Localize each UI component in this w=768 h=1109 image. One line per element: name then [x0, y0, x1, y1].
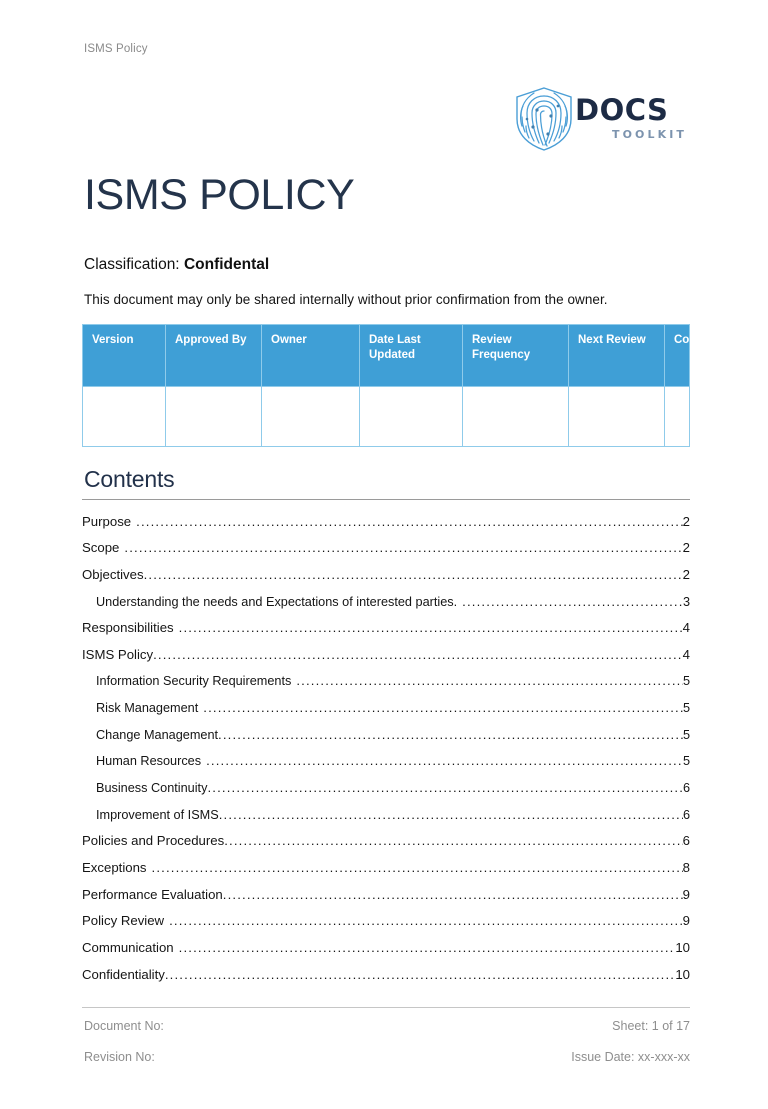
page-title: ISMS POLICY [84, 171, 355, 219]
toc-entry-page: 5 [682, 727, 690, 742]
toc-entry[interactable] [82, 852, 690, 879]
toc-entry[interactable] [82, 826, 690, 853]
classification-value: Confidental [183, 256, 270, 273]
toc-entry-page: 5 [682, 754, 690, 769]
toc-entry-label: Change Management [96, 727, 219, 742]
toc-entry-page: 2 [682, 566, 690, 582]
running-header: ISMS Policy [84, 43, 148, 55]
column-header-version: Version [83, 325, 166, 387]
toc-leader-dots [219, 807, 683, 826]
cell-date-last-updated[interactable] [360, 387, 463, 447]
toc-leader-dots [124, 540, 682, 559]
cell-comments[interactable] [665, 387, 690, 447]
toc-entry-page: 10 [675, 939, 690, 955]
document-control-table [82, 324, 734, 447]
footer-row-document [84, 1019, 690, 1050]
toc-leader-dots [165, 967, 675, 986]
toc-leader-dots [144, 567, 683, 586]
cell-version[interactable] [83, 387, 166, 447]
toc-leader-dots [169, 913, 683, 932]
toc-entry-label: Policies and Procedures [82, 833, 225, 849]
logo-secondary-text: TOOLKIT [612, 128, 688, 141]
toc-leader-dots [179, 940, 676, 959]
sheet-label: Sheet: 1 of 17 [612, 1019, 690, 1033]
cell-owner[interactable] [262, 387, 360, 447]
toc-entry-label: Performance Evaluation [82, 886, 223, 902]
toc-leader-dots [462, 594, 683, 613]
toc-entry-label: Understanding the needs and Expectations of interested parties. [96, 594, 458, 609]
cell-approved-by[interactable] [166, 387, 262, 447]
classification-label: Classification: [84, 256, 180, 273]
toc-entry[interactable] [82, 506, 690, 533]
toc-entry[interactable] [82, 772, 690, 799]
toc-entry-page: 3 [682, 594, 690, 609]
toc-entry-page: 10 [675, 966, 690, 982]
toc-entry[interactable] [82, 533, 690, 560]
toc-entry-page: 2 [682, 540, 690, 556]
toc-entry[interactable] [82, 746, 690, 773]
toc-entry-label: Communication [82, 939, 174, 955]
column-header-approved-by: Approved By [166, 325, 262, 387]
logo-wordmark [575, 93, 695, 141]
brand-logo [513, 86, 693, 152]
toc-entry-label: Business Continuity [96, 781, 208, 796]
toc-entry[interactable] [82, 666, 690, 693]
toc-entry[interactable] [82, 906, 690, 933]
toc-entry[interactable] [82, 959, 690, 986]
toc-leader-dots [207, 780, 683, 799]
column-header-next-review: Next Review [569, 325, 665, 387]
toc-leader-dots [179, 620, 683, 639]
toc-entry-page: 4 [682, 620, 690, 636]
toc-entry-label: Exceptions [82, 859, 147, 875]
toc-entry-label: Risk Management [96, 701, 199, 716]
toc-entry-page: 8 [682, 859, 690, 875]
toc-entry-page: 6 [682, 807, 690, 822]
toc-entry-label: Confidentiality [82, 966, 165, 982]
cell-review-frequency[interactable] [463, 387, 569, 447]
toc-entry-page: 4 [682, 646, 690, 662]
toc-entry-label: Purpose [82, 513, 132, 529]
document-no-label: Document No: [84, 1019, 164, 1033]
column-header-review-frequency: Review Frequency [463, 325, 569, 387]
toc-entry[interactable] [82, 692, 690, 719]
table-row [83, 387, 690, 447]
toc-leader-dots [203, 700, 683, 719]
toc-entry-page: 9 [682, 886, 690, 902]
toc-leader-dots [296, 673, 683, 692]
column-header-comments: Comments [665, 325, 690, 387]
classification-line [84, 256, 269, 274]
page-footer [84, 1019, 690, 1081]
contents-heading: Contents [84, 466, 175, 492]
toc-entry-page: 2 [682, 513, 690, 529]
toc-entry-label: Scope [82, 540, 120, 556]
toc-leader-dots [223, 887, 683, 906]
fingerprint-shield-icon [513, 86, 575, 152]
toc-entry[interactable] [82, 932, 690, 959]
toc-entry[interactable] [82, 639, 690, 666]
toc-entry-page: 6 [682, 781, 690, 796]
toc-entry[interactable] [82, 586, 690, 613]
toc-leader-dots [152, 860, 683, 879]
toc-leader-dots [153, 647, 683, 666]
toc-leader-dots [224, 833, 682, 852]
toc-entry[interactable] [82, 719, 690, 746]
table-header-row [83, 325, 690, 387]
toc-entry-label: ISMS Policy [82, 646, 154, 662]
column-header-date-last-updated: Date Last Updated [360, 325, 463, 387]
toc-entry-page: 6 [682, 833, 690, 849]
toc-entry-page: 5 [682, 674, 690, 689]
toc-entry-label: Improvement of ISMS [96, 807, 219, 822]
contents-divider [82, 499, 690, 500]
footer-divider [82, 1007, 690, 1008]
toc-leader-dots [136, 514, 683, 533]
toc-entry-label: Responsibilities [82, 620, 174, 636]
footer-row-revision [84, 1050, 690, 1081]
toc-entry-page: 5 [682, 701, 690, 716]
toc-entry-label: Objectives [82, 566, 144, 582]
table-of-contents [82, 506, 690, 986]
toc-entry-label: Human Resources [96, 754, 202, 769]
column-header-owner: Owner [262, 325, 360, 387]
toc-entry[interactable] [82, 559, 690, 586]
toc-entry-label: Policy Review [82, 913, 165, 929]
toc-entry[interactable] [82, 799, 690, 826]
toc-entry-page: 9 [682, 913, 690, 929]
toc-entry[interactable] [82, 879, 690, 906]
toc-leader-dots [206, 753, 683, 772]
cell-next-review[interactable] [569, 387, 665, 447]
revision-no-label: Revision No: [84, 1050, 155, 1064]
toc-leader-dots [218, 727, 683, 746]
toc-entry-label: Information Security Requirements [96, 674, 292, 689]
toc-entry[interactable] [82, 613, 690, 640]
issue-date-label: Issue Date: xx-xxx-xx [571, 1050, 690, 1064]
sharing-notice: This document may only be shared internally without prior confirmation from the owner. [84, 292, 608, 307]
logo-primary-text: DOCS [575, 93, 669, 127]
